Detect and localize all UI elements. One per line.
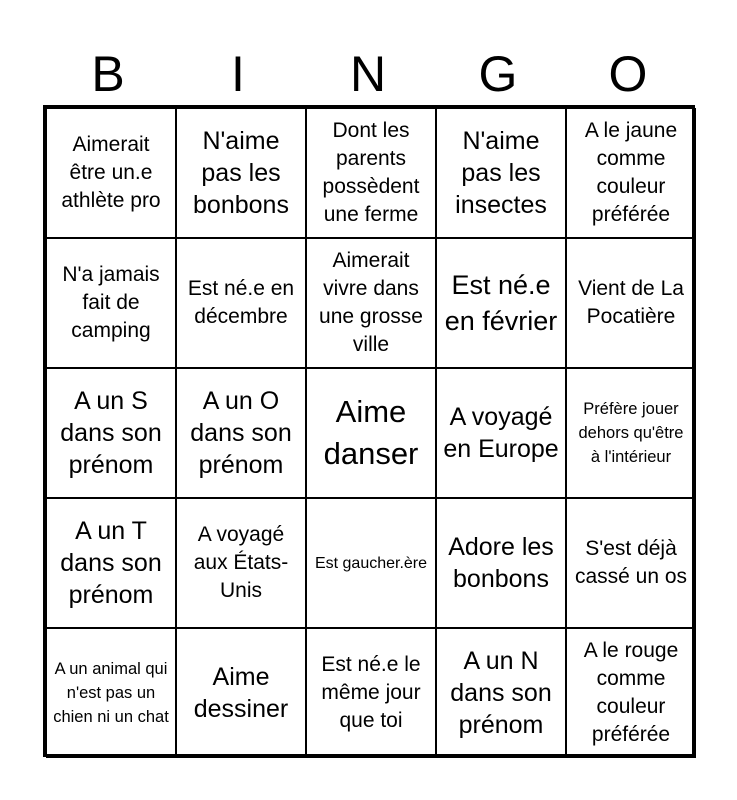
bingo-cell[interactable] bbox=[566, 628, 696, 758]
bingo-cell[interactable] bbox=[436, 498, 566, 628]
bingo-cell[interactable] bbox=[566, 368, 696, 498]
cell-text: A voyagé aux États-Unis bbox=[193, 523, 289, 602]
cell-text: Aime dessiner bbox=[193, 663, 289, 723]
bingo-cell[interactable] bbox=[176, 108, 306, 238]
bingo-cell[interactable] bbox=[46, 498, 176, 628]
cell-text: N'aime pas les bonbons bbox=[193, 127, 289, 219]
bingo-cell[interactable] bbox=[176, 238, 306, 368]
cell-text: Est né.e en décembre bbox=[187, 277, 295, 328]
bingo-cell-center[interactable] bbox=[306, 368, 436, 498]
cell-text: A un T dans son prénom bbox=[60, 517, 162, 609]
cell-text: Est né.e le même jour que toi bbox=[321, 653, 421, 732]
cell-text: A le jaune comme couleur préférée bbox=[584, 119, 678, 226]
bingo-cell[interactable] bbox=[46, 108, 176, 238]
header-letter-i: I bbox=[231, 46, 245, 102]
cell-text: A voyagé en Europe bbox=[443, 403, 559, 463]
bingo-cell[interactable] bbox=[436, 108, 566, 238]
bingo-cell[interactable] bbox=[436, 628, 566, 758]
bingo-cell[interactable] bbox=[306, 238, 436, 368]
bingo-header bbox=[43, 42, 695, 106]
cell-text: Vient de La Pocatière bbox=[578, 277, 684, 328]
bingo-cell[interactable] bbox=[176, 498, 306, 628]
bingo-cell[interactable] bbox=[436, 368, 566, 498]
cell-text: Dont les parents possèdent une ferme bbox=[322, 119, 420, 226]
bingo-cell[interactable] bbox=[306, 628, 436, 758]
cell-text: N'a jamais fait de camping bbox=[62, 263, 160, 342]
cell-text: Aimerait vivre dans une grosse ville bbox=[319, 249, 423, 356]
bingo-cell[interactable] bbox=[566, 498, 696, 628]
header-letter-o: O bbox=[608, 46, 648, 102]
cell-text: Aimerait être un.e athlète pro bbox=[61, 133, 161, 212]
bingo-board bbox=[43, 105, 695, 757]
cell-text: A un animal qui n'est pas un chien ni un chat bbox=[53, 660, 169, 726]
bingo-cell[interactable] bbox=[176, 628, 306, 758]
cell-text: A un N dans son prénom bbox=[450, 647, 552, 739]
cell-text: Préfère jouer dehors qu'être à l'intérieur bbox=[578, 400, 684, 466]
bingo-cell[interactable] bbox=[306, 498, 436, 628]
bingo-cell[interactable] bbox=[176, 368, 306, 498]
cell-text: Aime danser bbox=[323, 394, 419, 471]
cell-text: N'aime pas les insectes bbox=[455, 127, 547, 219]
cell-text: A un O dans son prénom bbox=[190, 387, 292, 479]
bingo-cell[interactable] bbox=[46, 628, 176, 758]
cell-text: A un S dans son prénom bbox=[60, 387, 162, 479]
cell-text: Adore les bonbons bbox=[448, 533, 554, 593]
cell-text: S'est déjà cassé un os bbox=[574, 537, 688, 588]
bingo-cell[interactable] bbox=[566, 238, 696, 368]
header-letter-b: B bbox=[91, 46, 125, 102]
bingo-cell[interactable] bbox=[566, 108, 696, 238]
bingo-cell[interactable] bbox=[46, 368, 176, 498]
bingo-cell[interactable] bbox=[46, 238, 176, 368]
cell-text: Est né.e en février bbox=[444, 270, 558, 336]
bingo-cell[interactable] bbox=[436, 238, 566, 368]
header-letter-n: N bbox=[349, 46, 387, 102]
cell-text: A le rouge comme couleur préférée bbox=[583, 639, 679, 746]
bingo-cell[interactable] bbox=[306, 108, 436, 238]
header-letter-g: G bbox=[478, 46, 518, 102]
cell-text: Est gaucher.ère bbox=[314, 554, 428, 572]
